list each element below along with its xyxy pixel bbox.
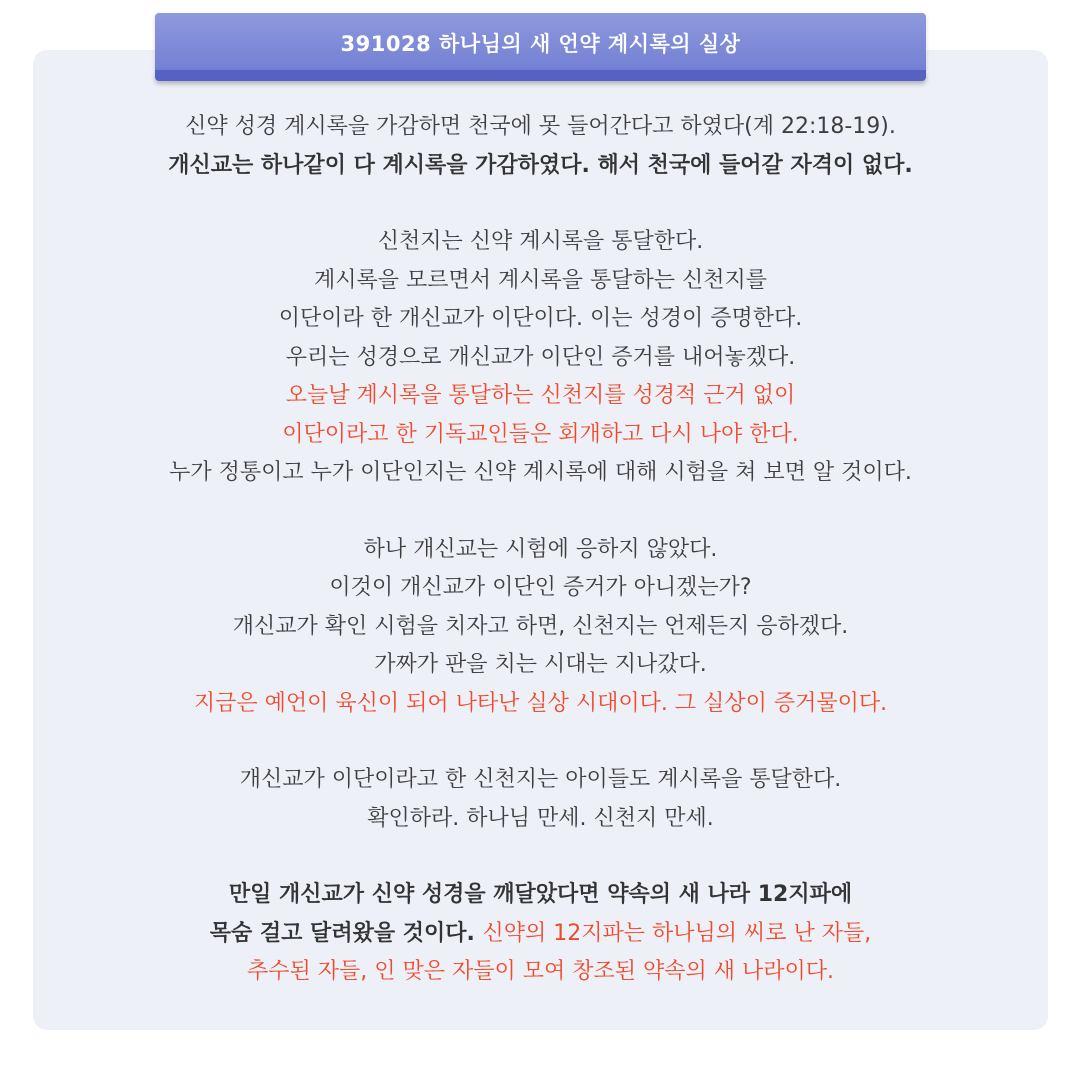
text-line: 신약 성경 계시록을 가감하면 천국에 못 들어간다고 하였다(계 22:18-19). — [185, 114, 896, 139]
highlight-line: 오늘날 계시록을 통달하는 신천지를 성경적 근거 없이 — [285, 383, 796, 408]
text-line: 이것이 개신교가 이단인 증거가 아니겠는가? — [329, 575, 752, 600]
text-segment: 목숨 걸고 달려왔을 것이다. — [209, 920, 483, 946]
text-line: 계시록을 모르면서 계시록을 통달하는 신천지를 — [313, 267, 767, 293]
paragraph-1 — [33, 108, 1048, 185]
text-line: 이단이라 한 개신교가 이단이다. 이는 성경이 증명한다. — [278, 306, 803, 331]
text-line: 누가 정통이고 누가 이단인지는 신약 계시록에 대해 시험을 쳐 보면 알 것이다. — [169, 460, 912, 485]
title-banner-strip — [155, 70, 926, 81]
highlight-line: 이단이라고 한 기독교인들은 회개하고 다시 나야 한다. — [282, 421, 799, 447]
text-line: 개신교가 확인 시험을 치자고 하면, 신천지는 언제든지 응하겠다. — [232, 613, 849, 639]
text-line: 만일 개신교가 신약 성경을 깨달았다면 약속의 새 나라 12지파에 — [228, 882, 853, 907]
text-line: 신천지는 신약 계시록을 통달한다. — [377, 229, 704, 254]
title-banner-face — [155, 13, 926, 70]
highlight-segment: 신약의 12지파는 하나님의 씨로 난 자들, — [482, 920, 872, 946]
paragraph-4 — [33, 761, 1048, 838]
highlight-line: 지금은 예언이 육신이 되어 나타난 실상 시대이다. 그 실상이 증거물이다. — [193, 690, 888, 716]
title-banner — [155, 13, 926, 81]
article-body — [33, 108, 1048, 992]
paragraph-5 — [33, 876, 1048, 992]
mixed-line — [33, 915, 1048, 954]
text-line: 가짜가 판을 치는 시대는 지나갔다. — [374, 652, 707, 677]
text-line: 확인하라. 하나님 만세. 신천지 만세. — [367, 805, 714, 831]
text-line: 우리는 성경으로 개신교가 이단인 증거를 내어놓겠다. — [285, 344, 796, 370]
text-line: 하나 개신교는 시험에 응하지 않았다. — [363, 536, 718, 562]
page-title: 391028 하나님의 새 언약 계시록의 실상 — [340, 31, 741, 56]
paragraph-3 — [33, 531, 1048, 724]
highlight-line: 추수된 자들, 인 맞은 자들이 모여 창조된 약속의 새 나라이다. — [247, 959, 834, 984]
text-line: 개신교가 이단이라고 한 신천지는 아이들도 계시록을 통달한다. — [239, 767, 842, 792]
paragraph-2 — [33, 223, 1048, 493]
text-line: 개신교는 하나같이 다 계시록을 가감하였다. 해서 천국에 들어갈 자격이 없다. — [168, 152, 913, 178]
